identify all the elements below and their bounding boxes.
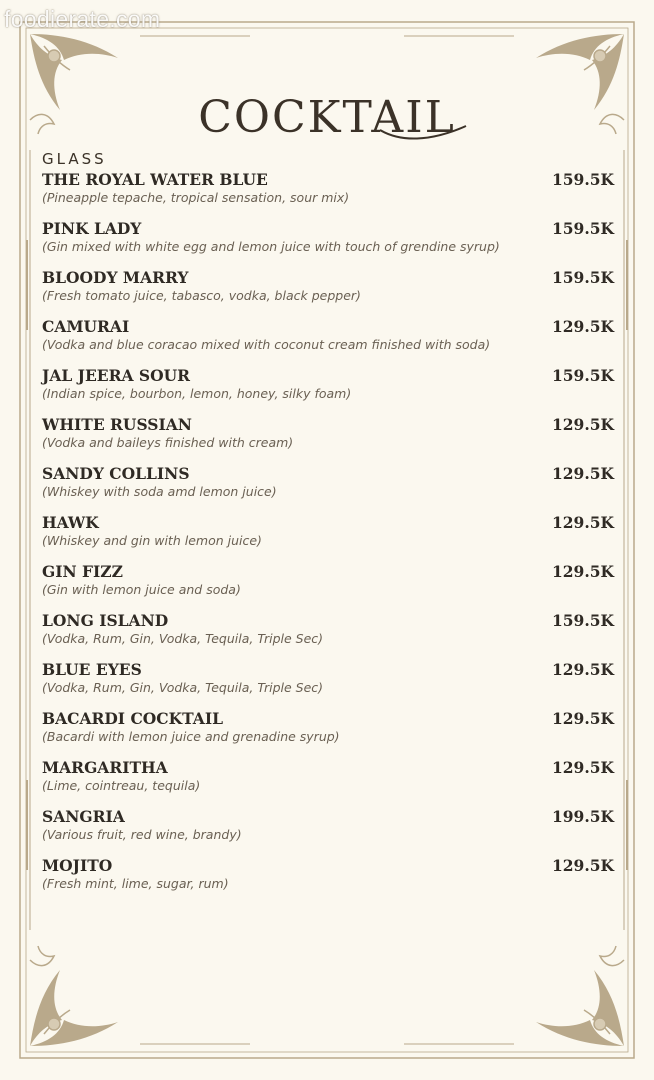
list-item: [42, 366, 614, 415]
list-item: [42, 464, 614, 513]
item-description: (Whiskey with soda amd lemon juice): [42, 484, 277, 499]
item-description: (Indian spice, bourbon, lemon, honey, silky foam): [42, 386, 352, 401]
item-name: BLUE EYES: [42, 660, 142, 679]
item-name: PINK LADY: [42, 219, 142, 238]
menu-title: COCKTAIL: [198, 92, 456, 143]
list-item: [42, 415, 614, 464]
item-price: 159.5K: [551, 170, 614, 189]
item-price: 159.5K: [551, 611, 614, 630]
section-heading: GLASS: [42, 150, 107, 168]
item-price: 129.5K: [551, 562, 614, 581]
item-price: 159.5K: [551, 219, 614, 238]
watermark: foodierate.com: [4, 6, 161, 32]
item-description: (Vodka and blue coracao mixed with coconut cream finished with soda): [42, 337, 491, 352]
item-price: 129.5K: [551, 709, 614, 728]
item-description: (Various fruit, red wine, brandy): [42, 827, 242, 842]
list-item: [42, 562, 614, 611]
list-item: [42, 758, 614, 807]
item-name: CAMURAI: [42, 317, 130, 336]
item-name: BLOODY MARRY: [42, 268, 189, 287]
list-item: [42, 856, 614, 905]
item-description: (Gin mixed with white egg and lemon juice with touch of grendine syrup): [42, 239, 500, 254]
item-price: 129.5K: [551, 660, 614, 679]
item-price: 199.5K: [551, 807, 614, 826]
item-name: GIN FIZZ: [42, 562, 123, 581]
list-item: [42, 170, 614, 219]
list-item: [42, 317, 614, 366]
item-price: 129.5K: [551, 513, 614, 532]
corner-ornament-bottom-left: [30, 946, 250, 1046]
list-item: [42, 660, 614, 709]
corner-ornament-bottom-right: [404, 946, 624, 1046]
item-name: SANDY COLLINS: [42, 464, 190, 483]
cocktail-list: [42, 170, 614, 905]
item-price: 129.5K: [551, 758, 614, 777]
item-price: 129.5K: [551, 415, 614, 434]
list-item: [42, 513, 614, 562]
item-price: 129.5K: [551, 464, 614, 483]
list-item: [42, 807, 614, 856]
item-name: HAWK: [42, 513, 99, 532]
item-name: THE ROYAL WATER BLUE: [42, 170, 268, 189]
item-description: (Pineapple tepache, tropical sensation, sour mix): [42, 190, 350, 205]
list-item: [42, 219, 614, 268]
item-name: SANGRIA: [42, 807, 125, 826]
item-description: (Bacardi with lemon juice and grenadine syrup): [42, 729, 340, 744]
item-name: MARGARITHA: [42, 758, 168, 777]
item-description: (Fresh mint, lime, sugar, rum): [42, 876, 229, 891]
item-name: BACARDI COCKTAIL: [42, 709, 223, 728]
title-swash-ornament: [380, 120, 470, 142]
item-price: 159.5K: [551, 366, 614, 385]
item-description: (Vodka and baileys finished with cream): [42, 435, 294, 450]
item-price: 129.5K: [551, 856, 614, 875]
list-item: [42, 709, 614, 758]
list-item: [42, 268, 614, 317]
item-description: (Lime, cointreau, tequila): [42, 778, 201, 793]
item-name: WHITE RUSSIAN: [42, 415, 192, 434]
item-description: (Fresh tomato juice, tabasco, vodka, black pepper): [42, 288, 361, 303]
item-name: LONG ISLAND: [42, 611, 169, 630]
item-description: (Gin with lemon juice and soda): [42, 582, 241, 597]
item-price: 159.5K: [551, 268, 614, 287]
item-description: (Vodka, Rum, Gin, Vodka, Tequila, Triple Sec): [42, 631, 324, 646]
item-description: (Vodka, Rum, Gin, Vodka, Tequila, Triple Sec): [42, 680, 324, 695]
item-name: MOJITO: [42, 856, 113, 875]
item-description: (Whiskey and gin with lemon juice): [42, 533, 262, 548]
list-item: [42, 611, 614, 660]
item-price: 129.5K: [551, 317, 614, 336]
item-name: JAL JEERA SOUR: [42, 366, 191, 385]
